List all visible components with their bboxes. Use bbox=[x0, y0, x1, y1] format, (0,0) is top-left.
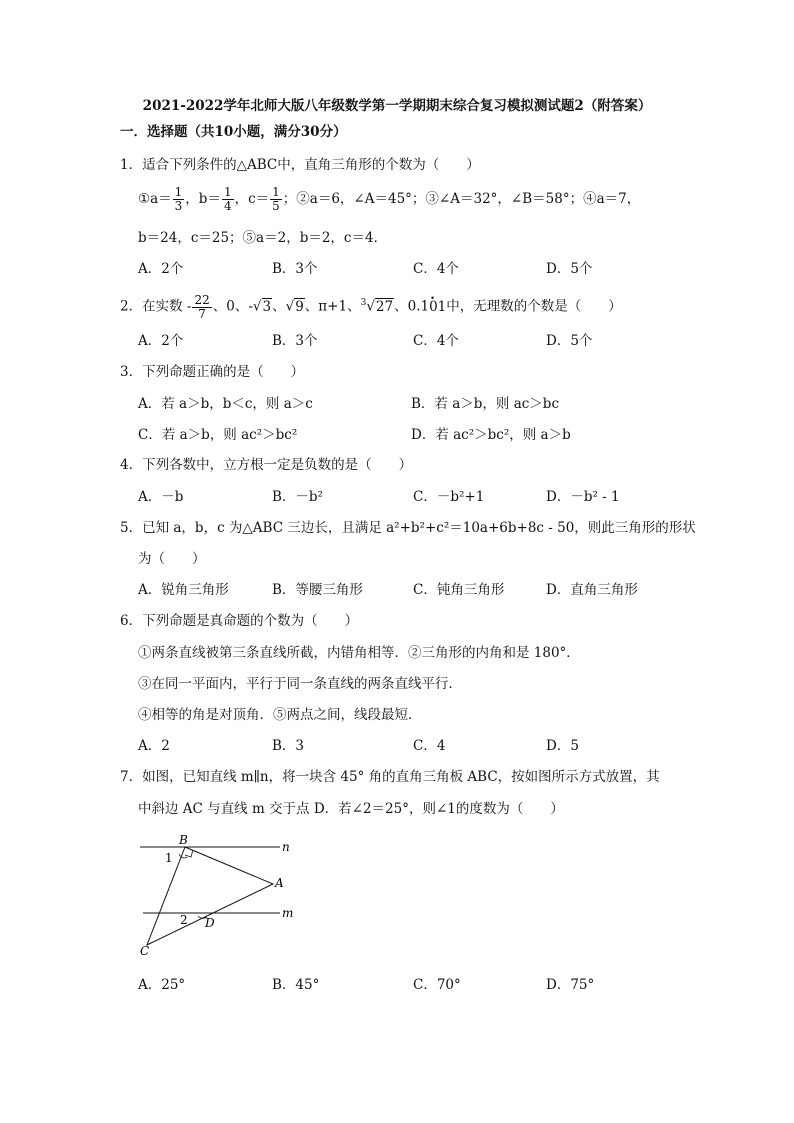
label-n: n bbox=[282, 840, 290, 854]
label-d: D bbox=[205, 916, 215, 930]
question-7-option-a[interactable]: A．25° bbox=[138, 977, 186, 993]
question-1-option-a[interactable]: A．2个 bbox=[138, 261, 184, 277]
question-2-option-c[interactable]: C．4个 bbox=[413, 333, 459, 349]
question-5-option-b[interactable]: B．等腰三角形 bbox=[272, 582, 363, 598]
question-6-item-line3: ④相等的角是对顶角．⑤两点之间，线段最短． bbox=[138, 707, 422, 723]
label-1: 1 bbox=[165, 851, 173, 865]
question-6-item-line2: ③在同一平面内，平行于同一条直线的两条直线平行． bbox=[138, 676, 462, 692]
fraction-1-5: $\frac{1}{5}$ bbox=[272, 185, 280, 213]
question-2-stem: 2．在实数 - $\frac{22}{7}$ 、0、-√3、√9、π+1、$^3$√27、0.1• 01中，无理数的个数是（ ） bbox=[120, 293, 622, 321]
question-3-option-b[interactable]: B．若 a＞b，则 ac＞bc bbox=[411, 396, 560, 412]
question-1-conditions-line2: b＝24，c＝25；⑤a＝2，b＝2，c＝4． bbox=[138, 230, 388, 246]
question-5-option-a[interactable]: A．锐角三角形 bbox=[138, 582, 229, 598]
question-7-stem-line2: 中斜边 AC 与直线 m 交于点 D．若∠2＝25°，则∠1的度数为（ ） bbox=[138, 801, 564, 817]
cbrt-27: 27 bbox=[375, 298, 394, 315]
question-1-option-b[interactable]: B．3个 bbox=[272, 261, 318, 277]
question-7-option-b[interactable]: B．45° bbox=[272, 977, 320, 993]
right-angle-mark bbox=[185, 850, 193, 857]
label-a: A bbox=[275, 876, 284, 890]
question-1-option-c[interactable]: C．4个 bbox=[413, 261, 459, 277]
question-5-option-c[interactable]: C．钝角三角形 bbox=[413, 582, 505, 598]
question-2-option-b[interactable]: B．3个 bbox=[272, 333, 318, 349]
sqrt-9: 9 bbox=[295, 298, 304, 315]
question-7-option-c[interactable]: C．70° bbox=[413, 977, 461, 993]
question-2-option-a[interactable]: A．2个 bbox=[138, 333, 184, 349]
question-3-stem: 3．下列命题正确的是（ ） bbox=[120, 364, 305, 380]
label-2: 2 bbox=[180, 913, 188, 927]
question-3-option-d[interactable]: D．若 ac²＞bc²，则 a＞b bbox=[411, 427, 571, 443]
repeating-decimal: • 01 bbox=[429, 299, 446, 315]
question-4-option-b[interactable]: B．－b² bbox=[272, 489, 323, 505]
fraction-1-3: $\frac{1}{3}$ bbox=[174, 185, 183, 213]
question-4-option-d[interactable]: D．－b² - 1 bbox=[546, 489, 620, 505]
question-5-stem: 5．已知 a，b，c 为△ABC 三边长，且满足 a²+b²+c²＝10a+6b+8c - 50，则此三角形的形状 bbox=[120, 520, 696, 536]
question-3-option-c[interactable]: C．若 a＞b，则 ac²＞bc² bbox=[138, 427, 298, 443]
question-6-option-d[interactable]: D．5 bbox=[546, 738, 579, 754]
question-6-item-line1: ①两条直线被第三条直线所截，内错角相等．②三角形的内角和是 180°． bbox=[138, 645, 580, 661]
question-4-stem: 4．下列各数中，立方根一定是负数的是（ ） bbox=[120, 457, 413, 473]
question-6-stem: 6．下列命题是真命题的个数为（ ） bbox=[120, 613, 359, 629]
question-7-figure bbox=[135, 832, 305, 962]
section-heading: 一．选择题（共10小题，满分30分） bbox=[120, 124, 347, 140]
question-1-stem: 1．适合下列条件的△ABC中，直角三角形的个数为（ ） bbox=[120, 157, 480, 173]
question-2-option-d[interactable]: D．5个 bbox=[546, 333, 593, 349]
page-title: 2021-2022学年北师大版八年级数学第一学期期末综合复习模拟测试题2（附答案） bbox=[142, 98, 652, 114]
question-3-option-a[interactable]: A．若 a＞b，b＜c，则 a＞c bbox=[138, 396, 313, 412]
question-6-option-a[interactable]: A．2 bbox=[138, 738, 170, 754]
question-6-option-c[interactable]: C．4 bbox=[413, 738, 446, 754]
angle-1-arc bbox=[179, 854, 187, 858]
question-1-option-d[interactable]: D．5个 bbox=[546, 261, 593, 277]
label-m: m bbox=[282, 906, 294, 920]
label-c: C bbox=[140, 944, 150, 958]
question-7-stem: 7．如图，已知直线 m∥n，将一块含 45° 角的直角三角板 ABC，按如图所示方式放置，其 bbox=[120, 769, 660, 785]
question-5-stem-line2: 为（ ） bbox=[138, 551, 206, 567]
question-6-option-b[interactable]: B．3 bbox=[272, 738, 305, 754]
sqrt-3: 3 bbox=[262, 298, 272, 315]
fraction-22-7: $\frac{22}{7}$ bbox=[194, 292, 210, 321]
label-b: B bbox=[179, 833, 188, 847]
question-7-option-d[interactable]: D．75° bbox=[546, 977, 595, 993]
question-4-option-a[interactable]: A．－b bbox=[138, 489, 184, 505]
question-1-conditions: ①a＝ $\frac{1}{3}$ ，b＝ $\frac{1}{4}$ ，c＝ $\frac{1}{5}$ ；②a＝6，∠A＝45°；③∠A＝32°，∠B＝58°；④a＝7， bbox=[138, 185, 641, 213]
fraction-1-4: $\frac{1}{4}$ bbox=[223, 185, 232, 213]
question-4-option-c[interactable]: C．－b²+1 bbox=[413, 489, 485, 505]
question-5-option-d[interactable]: D．直角三角形 bbox=[546, 582, 638, 598]
